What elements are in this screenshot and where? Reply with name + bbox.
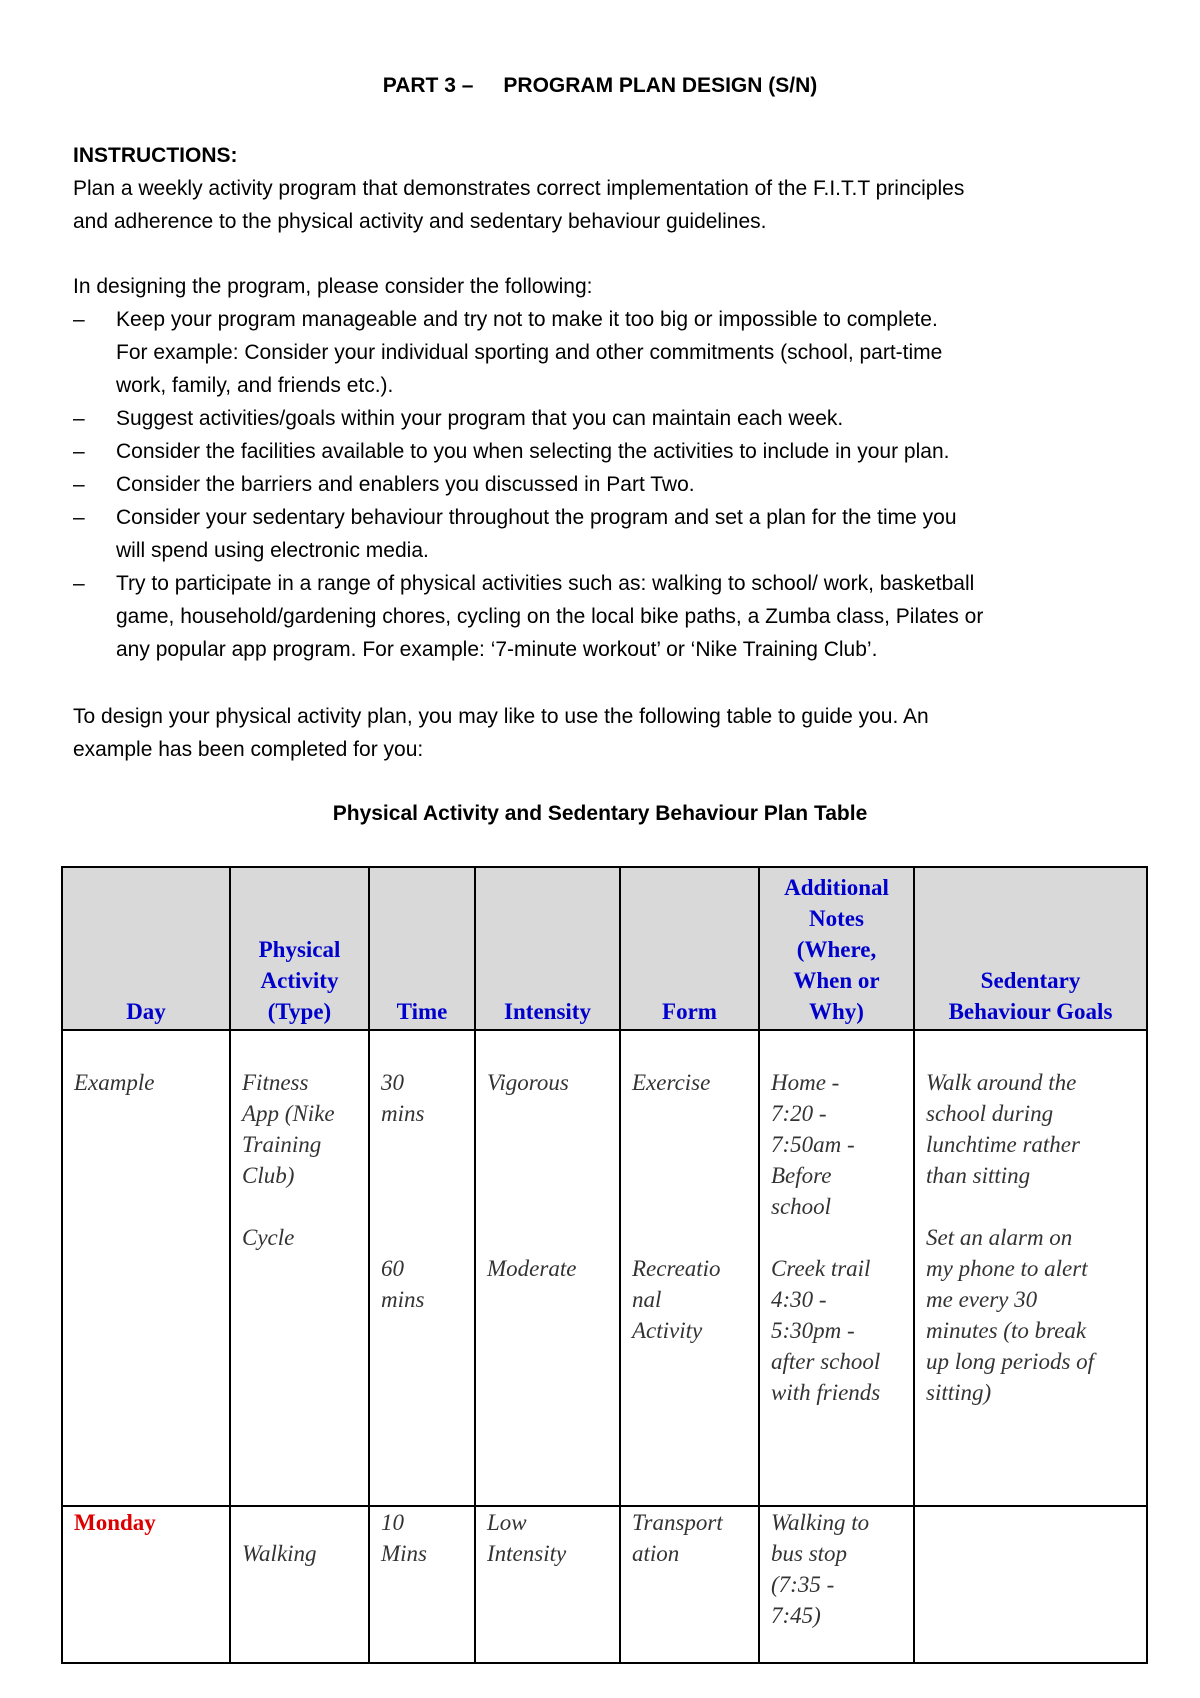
bullet-item: [73, 501, 1153, 567]
guide-line-1: To design your physical activity plan, you may like to use the following table to guide you. An: [73, 705, 929, 728]
bullet-text: will spend using electronic media.: [116, 539, 429, 562]
cell-intensity: Low Intensity: [475, 1506, 620, 1663]
bullet-text: Consider your sedentary behaviour throughout the program and set a plan for the time you: [116, 506, 957, 529]
header-time: Time: [369, 867, 475, 1030]
guide-line-2: example has been completed for you:: [73, 738, 424, 761]
intro-line-2: and adherence to the physical activity and sedentary behaviour guidelines.: [73, 210, 767, 233]
table-caption: Physical Activity and Sedentary Behaviour Plan Table: [332, 802, 868, 825]
bullet-item: [73, 435, 1153, 468]
table-guide-text: [73, 700, 1153, 766]
cell-time: 10 Mins: [369, 1506, 475, 1663]
bullet-dash: –: [73, 473, 85, 496]
header-form: Form: [620, 867, 759, 1030]
instructions-heading: INSTRUCTIONS:: [73, 144, 238, 167]
cell-notes: Home - 7:20 - 7:50am - Before school Creek trail 4:30 - 5:30pm - after school with friends: [759, 1030, 914, 1506]
bullet-dash: –: [73, 572, 85, 595]
bullet-text: For example: Consider your individual sporting and other commitments (school, part-time: [116, 341, 943, 364]
bullet-text: Consider the facilities available to you when selecting the activities to include in your plan.: [116, 440, 950, 463]
bullet-dash: –: [73, 308, 85, 331]
cell-notes: Walking to bus stop (7:35 - 7:45): [759, 1506, 914, 1663]
cell-activity: Fitness App (Nike Training Club) Cycle: [230, 1030, 369, 1506]
bullet-item: [73, 402, 1153, 435]
bullet-text: work, family, and friends etc.).: [116, 374, 394, 397]
intro-line-1: Plan a weekly activity program that demonstrates correct implementation of the F.I.T.T principles: [73, 177, 965, 200]
bullet-text: game, household/gardening chores, cycling on the local bike paths, a Zumba class, Pilates or: [116, 605, 984, 628]
bullet-text: any popular app program. For example: ‘7-minute workout’ or ‘Nike Training Club’.: [116, 638, 878, 661]
header-activity: Physical Activity (Type): [230, 867, 369, 1030]
cell-time: 30 mins 60 mins: [369, 1030, 475, 1506]
bullet-text: Try to participate in a range of physical activities such as: walking to school/ work, basketball: [116, 572, 975, 595]
instruction-bullet-list: [73, 303, 1153, 666]
cell-form: Transport ation: [620, 1506, 759, 1663]
bullet-dash: –: [73, 506, 85, 529]
instructions-intro: [73, 172, 1153, 238]
cell-form: Exercise Recreatio nal Activity: [620, 1030, 759, 1506]
cell-sedentary: Walk around the school during lunchtime rather than sitting Set an alarm on my phone to alert me every 30 minutes (to break up long periods of sitting): [914, 1030, 1147, 1506]
cell-sedentary[interactable]: [914, 1506, 1147, 1663]
bullet-item: [73, 567, 1153, 666]
header-sedentary: Sedentary Behaviour Goals: [914, 867, 1147, 1030]
bullet-text: Consider the barriers and enablers you discussed in Part Two.: [116, 473, 695, 496]
bullet-item: [73, 468, 1153, 501]
bullet-dash: –: [73, 407, 85, 430]
table-header-row: [62, 867, 1147, 1030]
cell-activity: Walking: [230, 1506, 369, 1663]
part-title-text: PROGRAM PLAN DESIGN (S/N): [503, 74, 818, 97]
bullet-dash: –: [73, 440, 85, 463]
consider-text: In designing the program, please consider the following:: [73, 275, 593, 298]
table-row-example: [62, 1030, 1147, 1506]
header-day: Day: [62, 867, 230, 1030]
cell-day: Monday: [62, 1506, 230, 1663]
bullet-text: Suggest activities/goals within your program that you can maintain each week.: [116, 407, 844, 430]
part-number: PART 3 –: [382, 74, 474, 97]
header-intensity: Intensity: [475, 867, 620, 1030]
cell-day: Example: [62, 1030, 230, 1506]
bullet-item: [73, 303, 1153, 402]
cell-intensity: Vigorous Moderate: [475, 1030, 620, 1506]
activity-plan-table: [61, 866, 1148, 1664]
page-title: [0, 74, 1200, 98]
table-row-monday: [62, 1506, 1147, 1663]
header-notes: Additional Notes (Where, When or Why): [759, 867, 914, 1030]
bullet-text: Keep your program manageable and try not to make it too big or impossible to complete.: [116, 308, 938, 331]
